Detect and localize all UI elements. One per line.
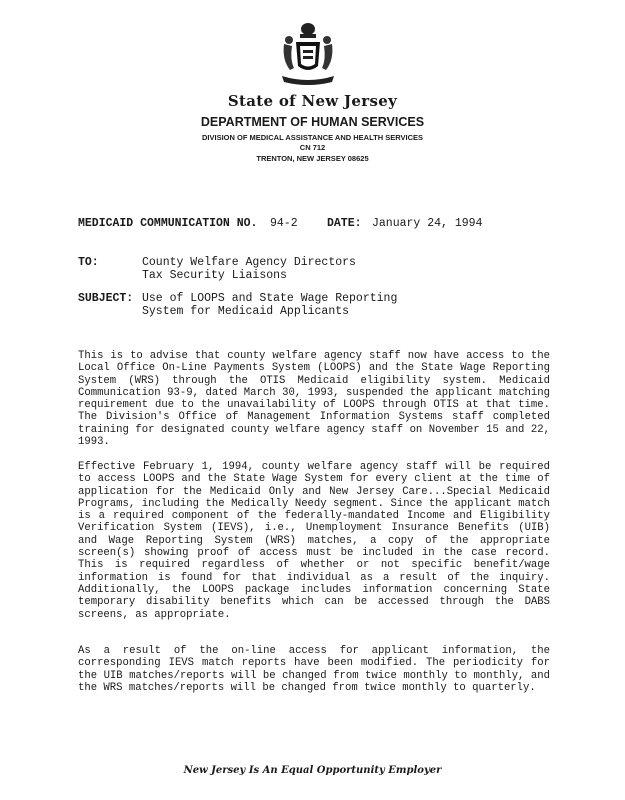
cn-number: CN 712 xyxy=(299,143,326,152)
division-name: DIVISION OF MEDICAL ASSISTANCE AND HEALTH SERVICES xyxy=(202,133,423,142)
state-title: State of New Jersey xyxy=(227,92,398,110)
subject-line-2: System for Medicaid Applicants xyxy=(142,305,350,318)
footer-eoe: New Jersey Is An Equal Opportunity Employer xyxy=(183,765,442,776)
department-name: DEPARTMENT OF HUMAN SERVICES xyxy=(200,115,425,129)
body-paragraph-1: This is to advise that county welfare agency staff now have access to the Local Office On-Line Payments System (LOOPS) and the State Wage Reporting System (WRS) through the OTIS Medicaid eligibility system. Medicaid Communication 93-9, dated March 30, 1993, suspended the applicant matching requirement due to the unavailability of LOOPS through OTIS at that time. The Division's Office of Management Information Systems staff completed training for designated county welfare agency staff on November 15 and 22, 1993. xyxy=(78,350,550,449)
state-seal-icon xyxy=(278,20,338,88)
body-paragraph-3: As a result of the on-line access for applicant information, the corresponding IEVS match reports have been modified. The periodicity for the UIB matches/reports will be changed from twice monthly to monthly, and the WRS matches/reports will be changed from twice monthly to quarterly. xyxy=(78,645,550,694)
communication-label: MEDICAID COMMUNICATION NO. xyxy=(78,217,258,230)
to-label: TO: xyxy=(78,256,99,269)
subject-line-1: Use of LOOPS and State Wage Reporting xyxy=(142,292,398,305)
to-recipient-2: Tax Security Liaisons xyxy=(142,269,287,282)
memo-date: January 24, 1994 xyxy=(372,217,483,230)
body-paragraph-2: Effective February 1, 1994, county welfare agency staff will be required to access LOOPS and the State Wage System for every client at the time of application for the Medicaid Only and New Jersey Care...Special Medicaid Programs, including the Medically Needy segment. Since the applicant match is a required component of the federally-mandated Income and Eligibility Verification System (IEVS), i.e., Unemployment Insurance Benefits (UIB) and Wage Reporting System (WRS) matches, a copy of the appropriate screen(s) showing proof of access must be included in the case record. This is required regardless of whether or not specific benefit/wage information is found for that individual as a result of the inquiry. Additionally, the LOOPS package includes information concerning State temporary disability benefits which can be accessed through the DABS screens, as appropriate. xyxy=(78,461,550,621)
subject-label: SUBJECT: xyxy=(78,292,134,305)
to-recipient-1: County Welfare Agency Directors xyxy=(142,256,356,269)
communication-number: 94-2 xyxy=(270,217,298,230)
address-city: TRENTON, NEW JERSEY 08625 xyxy=(256,154,369,163)
date-label: DATE: xyxy=(327,217,362,230)
